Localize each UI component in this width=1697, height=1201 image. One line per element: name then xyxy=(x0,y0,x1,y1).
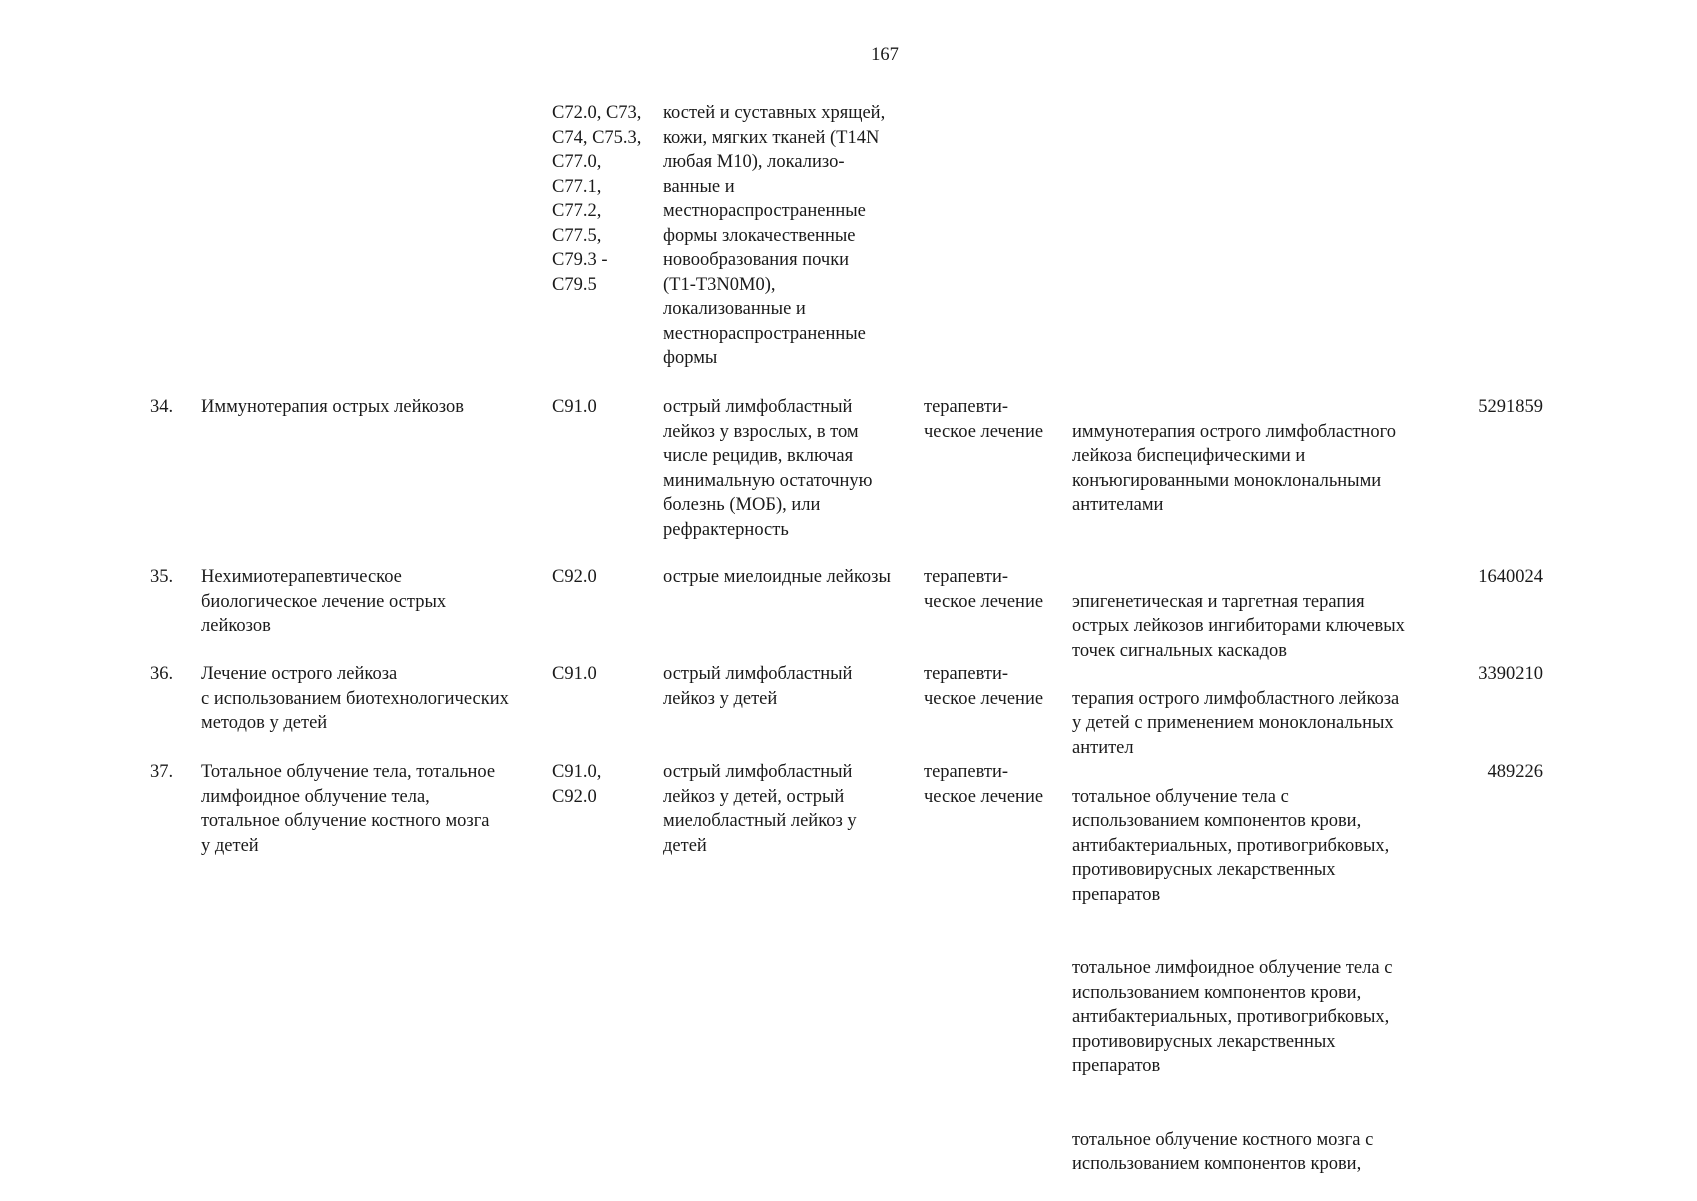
row-treatment-type: терапевти- ческое лечение xyxy=(924,762,1044,807)
row-treatment-type: терапевти- ческое лечение xyxy=(924,567,1044,612)
continuation-diagnosis: костей и суставных хрящей, кожи, мягких тканей (T14N любая M10), локализо- ванные и местнораспространенные формы злокачественные новообразования почки (T1-T3N0M0), локализованные и местнораспространенные формы xyxy=(663,103,886,368)
row-treatment-type: терапевти- ческое лечение xyxy=(924,664,1044,709)
continuation-codes: C72.0, C73, C74, C75.3, C77.0, C77.1, C77.2, C77.5, C79.3 - C79.5 xyxy=(552,103,642,295)
row-codes: C91.0 xyxy=(552,397,597,417)
row-methods xyxy=(1072,760,1442,1201)
row-number: 37. xyxy=(150,762,174,782)
row-method: тотальное облучение костного мозга с использованием компонентов крови, xyxy=(1072,1129,1374,1174)
row-method: эпигенетическая и таргетная терапия острых лейкозов ингибиторами ключевых точек сигнальных каскадов xyxy=(1072,591,1405,661)
row-codes: C91.0, C92.0 xyxy=(552,762,602,807)
page-number: 167 xyxy=(871,45,899,65)
row-number: 35. xyxy=(150,567,174,587)
row-diagnosis: острый лимфобластный лейкоз у детей xyxy=(663,664,853,709)
row-number: 34. xyxy=(150,397,174,417)
row-method: тотальное лимфоидное облучение тела с использованием компонентов крови, антибактериальных, противогрибковых, противовирусных лекарственных препаратов xyxy=(1072,958,1393,1076)
row-codes: C92.0 xyxy=(552,567,597,587)
row-method: иммунотерапия острого лимфобластного лейкоза биспецифическими и конъюгированными моноклональными антителами xyxy=(1072,421,1396,515)
row-codes: C91.0 xyxy=(552,664,597,684)
row-name: Тотальное облучение тела, тотальное лимфоидное облучение тела, тотальное облучение костного мозга у детей xyxy=(201,762,496,856)
row-diagnosis: острый лимфобластный лейкоз у взрослых, в том числе рецидив, включая минимальную остаточную болезнь (МОБ), или рефрактерность xyxy=(663,397,873,540)
row-diagnosis: острые миелоидные лейкозы xyxy=(663,567,891,587)
row-cost: 489226 xyxy=(1487,762,1543,782)
row-cost: 1640024 xyxy=(1478,567,1543,587)
row-name: Нехимиотерапевтическое биологическое лечение острых лейкозов xyxy=(201,567,447,636)
row-cost: 3390210 xyxy=(1478,664,1543,684)
row-number: 36. xyxy=(150,664,174,684)
row-method: терапия острого лимфобластного лейкоза у детей с применением моноклональных антител xyxy=(1072,688,1400,758)
row-name: Лечение острого лейкоза с использованием биотехнологических методов у детей xyxy=(201,664,509,733)
row-methods xyxy=(1072,395,1442,542)
row-diagnosis: острый лимфобластный лейкоз у детей, острый миелобластный лейкоз у детей xyxy=(663,762,857,856)
row-method: тотальное облучение тела с использованием компонентов крови, антибактериальных, противогрибковых, противовирусных лекарственных препаратов xyxy=(1072,786,1390,905)
row-cost: 5291859 xyxy=(1478,397,1543,417)
row-treatment-type: терапевти- ческое лечение xyxy=(924,397,1044,442)
row-name: Иммунотерапия острых лейкозов xyxy=(201,397,464,417)
